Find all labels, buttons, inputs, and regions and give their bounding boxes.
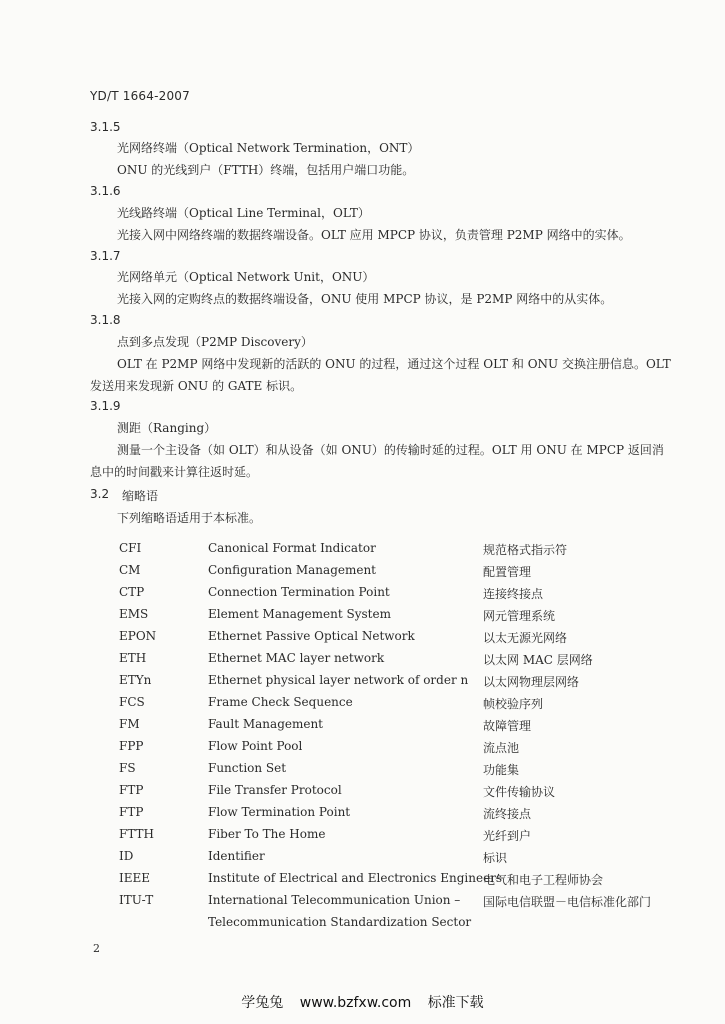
english-cell: File Transfer Protocol	[208, 783, 342, 797]
english-cell: Connection Termination Point	[208, 585, 390, 599]
english-cell: Canonical Format Indicator	[208, 541, 376, 555]
chinese-cell: 功能集	[483, 763, 520, 777]
section-number: 3.1.7	[90, 249, 121, 263]
abbr-cell: EMS	[119, 607, 149, 621]
abbr-cell: IEEE	[119, 871, 151, 885]
section-definition-line: 发送用来发现新 ONU 的 GATE 标识。	[90, 379, 303, 393]
abbr-cell: CFI	[119, 541, 142, 555]
section-definition-line: OLT 在 P2MP 网络中发现新的活跃的 ONU 的过程，通过这个过程 OLT 和 ONU 交换注册信息。OLT	[117, 357, 671, 371]
english-cell: Flow Point Pool	[208, 739, 303, 753]
table-row	[119, 893, 679, 915]
english-cell: Configuration Management	[208, 563, 377, 577]
chinese-cell: 连接终接点	[483, 587, 544, 601]
abbr-cell: FS	[119, 761, 136, 775]
table-row	[119, 651, 679, 673]
footer-slogan: 标准下载	[427, 995, 484, 1011]
table-row	[119, 871, 679, 893]
section-intro: 下列缩略语适用于本标准。	[117, 511, 262, 525]
table-row	[119, 805, 679, 827]
english-cell: Function Set	[208, 761, 287, 775]
table-row	[119, 629, 679, 651]
table-row	[119, 563, 679, 585]
section-term: 光网络单元（Optical Network Unit，ONU）	[117, 270, 375, 284]
abbr-cell: ITU-T	[119, 893, 154, 907]
abbr-cell: FM	[119, 717, 140, 731]
chinese-cell: 配置管理	[483, 565, 532, 579]
page-number: 2	[93, 942, 100, 955]
chinese-cell: 流终接点	[483, 807, 532, 821]
english-cell: Identifier	[208, 849, 265, 863]
english-cell: Institute of Electrical and Electronics Engineers	[208, 871, 503, 885]
abbr-cell: FTP	[119, 783, 144, 797]
abbr-cell: ID	[119, 849, 134, 863]
table-row	[119, 607, 679, 629]
chinese-cell: 故障管理	[483, 719, 532, 733]
chinese-cell: 流点池	[483, 741, 520, 755]
section-definition-line: 测量一个主设备（如 OLT）和从设备（如 ONU）的传输时延的过程。OLT 用 ONU 在 MPCP 返回消	[117, 443, 664, 457]
english-cell: Ethernet physical layer network of order n	[208, 673, 469, 687]
chinese-cell: 国际电信联盟－电信标准化部门	[483, 895, 652, 909]
english-cell: Frame Check Sequence	[208, 695, 353, 709]
english-cell: Fiber To The Home	[208, 827, 326, 841]
chinese-cell: 光纤到户	[483, 829, 532, 843]
chinese-cell: 网元管理系统	[483, 609, 556, 623]
footer-url[interactable]: www.bzfxw.com	[299, 995, 412, 1011]
section-definition-line: 息中的时间戳来计算往返时延。	[90, 465, 259, 479]
section-term: 点到多点发现（P2MP Discovery）	[117, 335, 313, 349]
chinese-cell: 以太网物理层网络	[483, 675, 580, 689]
chinese-cell: 以太网 MAC 层网络	[483, 653, 593, 667]
table-row	[119, 673, 679, 695]
english-cell: International Telecommunication Union –	[208, 893, 461, 907]
footer-site-name: 学兔兔	[241, 995, 284, 1011]
chinese-cell: 标识	[483, 851, 508, 865]
section-term: 测距（Ranging）	[117, 421, 217, 435]
table-row	[119, 783, 679, 805]
section-number: 3.1.5	[90, 120, 121, 134]
abbr-cell: EPON	[119, 629, 157, 643]
abbr-cell: ETH	[119, 651, 147, 665]
section-term: 光网络终端（Optical Network Termination，ONT）	[117, 141, 420, 155]
english-cell: Element Management System	[208, 607, 391, 621]
section-title: 缩略语	[122, 489, 159, 503]
table-row	[119, 695, 679, 717]
doc-header: YD/T 1664-2007	[90, 89, 190, 103]
english-cell: Ethernet MAC layer network	[208, 651, 385, 665]
abbr-cell: FCS	[119, 695, 145, 709]
table-row	[119, 541, 679, 563]
section-number: 3.1.9	[90, 399, 121, 413]
table-row	[119, 585, 679, 607]
footer-watermark	[0, 992, 725, 1012]
section-term: 光线路终端（Optical Line Terminal，OLT）	[117, 206, 370, 220]
chinese-cell: 电气和电子工程师协会	[483, 873, 604, 887]
abbr-cell: CM	[119, 563, 141, 577]
abbr-cell: CTP	[119, 585, 145, 599]
chinese-cell: 帧校验序列	[483, 697, 544, 711]
chinese-cell: 文件传输协议	[483, 785, 556, 799]
english-cell: Ethernet Passive Optical Network	[208, 629, 415, 643]
abbr-cell: FTP	[119, 805, 144, 819]
section-definition: 光接入网的定购终点的数据终端设备，ONU 使用 MPCP 协议，是 P2MP 网络中的从实体。	[117, 292, 613, 306]
section-definition: ONU 的光线到户（FTTH）终端，包括用户端口功能。	[117, 163, 415, 177]
table-row	[119, 717, 679, 739]
section-number: 3.1.6	[90, 184, 121, 198]
english-cell: Fault Management	[208, 717, 324, 731]
english-cell: Telecommunication Standardization Sector	[208, 915, 472, 929]
table-row	[119, 739, 679, 761]
table-row	[119, 761, 679, 783]
table-row	[119, 849, 679, 871]
abbr-cell: FTTH	[119, 827, 155, 841]
section-number: 3.2	[90, 487, 110, 501]
section-number: 3.1.8	[90, 313, 121, 327]
chinese-cell: 规范格式指示符	[483, 543, 568, 557]
table-row	[119, 827, 679, 849]
abbr-cell: FPP	[119, 739, 144, 753]
section-definition: 光接入网中网络终端的数据终端设备。OLT 应用 MPCP 协议，负责管理 P2MP 网络中的实体。	[117, 228, 631, 242]
table-row-continuation	[119, 915, 679, 937]
abbr-cell: ETYn	[119, 673, 152, 687]
chinese-cell: 以太无源光网络	[483, 631, 568, 645]
english-cell: Flow Termination Point	[208, 805, 351, 819]
